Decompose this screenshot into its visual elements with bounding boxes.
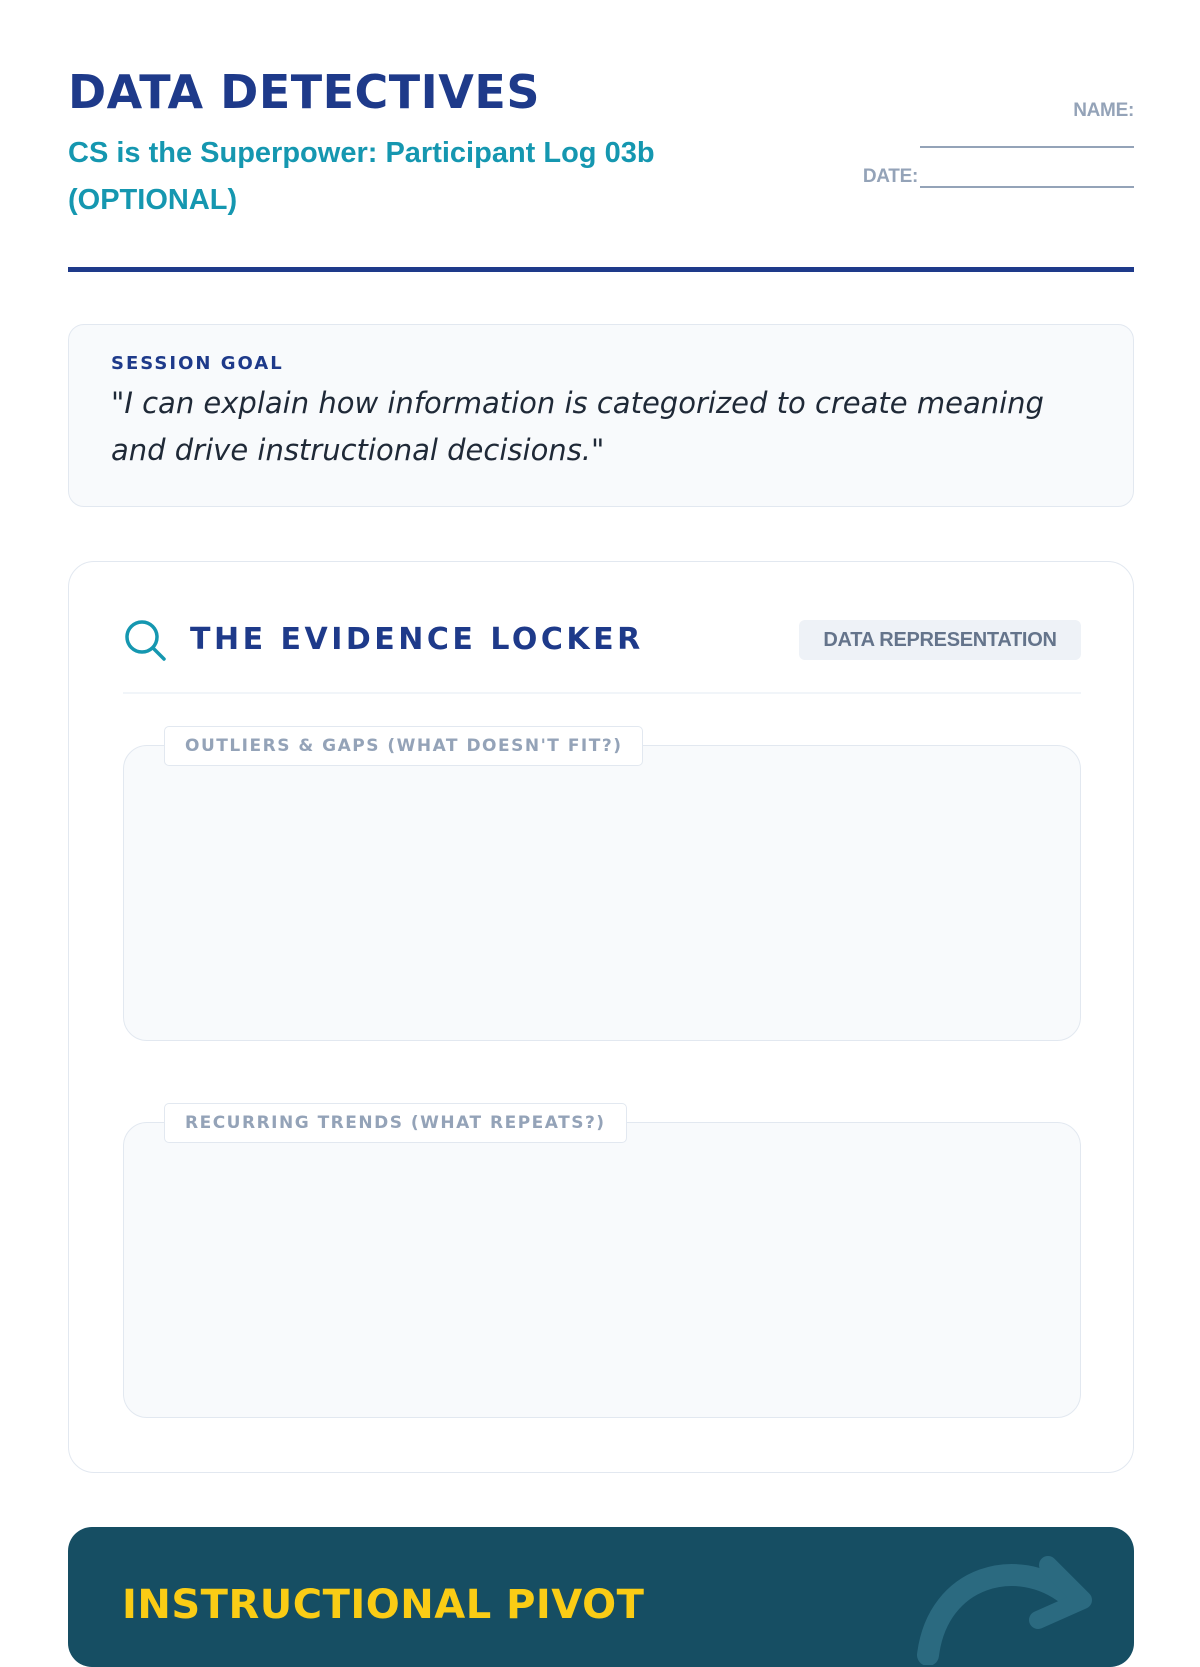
date-field[interactable] (920, 186, 1134, 188)
name-date-block (834, 96, 1134, 196)
name-field[interactable] (920, 146, 1134, 148)
evidence-locker-header (123, 614, 1081, 694)
evidence-locker-title: THE EVIDENCE LOCKER (190, 622, 644, 657)
page-subtitle: CS is the Superpower: Participant Log 03b (OPTIONAL) (68, 137, 655, 216)
instructional-pivot-panel (68, 1527, 1134, 1667)
instructional-pivot-title: INSTRUCTIONAL PIVOT (122, 1582, 645, 1628)
date-row (834, 166, 1134, 196)
date-label: DATE: (862, 166, 918, 187)
data-representation-tag: DATA REPRESENTATION (799, 620, 1081, 660)
recurring-trends-response-box[interactable] (123, 1113, 1081, 1418)
recurring-trends-label: RECURRING TRENDS (WHAT REPEATS?) (164, 1103, 627, 1143)
search-icon (123, 618, 167, 662)
name-label: NAME: (1073, 100, 1134, 121)
outliers-gaps-label: OUTLIERS & GAPS (WHAT DOESN'T FIT?) (164, 726, 643, 766)
page-header (68, 0, 1134, 272)
page-title: DATA DETECTIVES (68, 65, 540, 119)
participant-log-page (68, 0, 1134, 1628)
outliers-gaps-response-box[interactable] (123, 736, 1081, 1041)
pivot-arrow-icon (898, 1535, 1098, 1665)
session-goal-box (68, 324, 1134, 507)
session-goal-label: SESSION GOAL (111, 353, 284, 374)
evidence-locker-card (68, 561, 1134, 1473)
session-goal-text: "I can explain how information is categorized to create meaning and drive instructional decisions." (111, 386, 1044, 467)
